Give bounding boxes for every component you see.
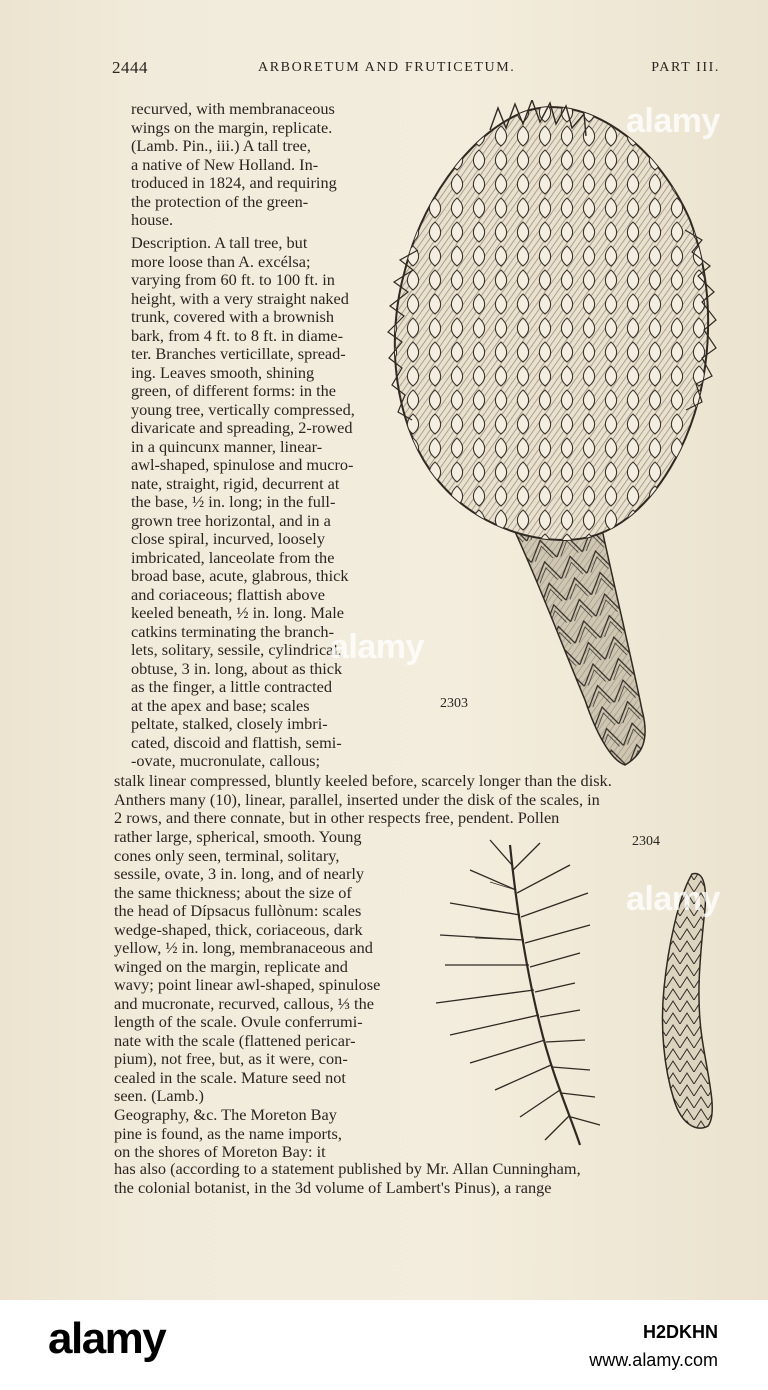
figure-label-2304: 2304 [632,834,660,849]
text-line: divaricate and spreading, 2-rowed [131,418,353,437]
text-line: nate with the scale (flattened pericar- [114,1030,356,1050]
footer-brand-logo: alamy [48,1314,166,1363]
text-line: varying from 60 ft. to 100 ft. in [131,270,335,289]
text-line: nate, straight, rigid, decurrent at [131,473,340,493]
text-line: troduced in 1824, and requiring [131,173,337,192]
watermark: alamy [626,102,720,140]
text-line: trunk, covered with a brownish [131,307,335,326]
text-line: cated, discoid and flattish, semi- [131,732,342,752]
text-line: recurved, with membranaceous [131,99,335,118]
text-line: broad base, acute, glabrous, thick [131,566,349,585]
text-line: wings on the margin, replicate. [131,117,333,137]
text-line: sessile, ovate, 3 in. long, and of nearly [114,864,365,883]
text-line: (Lamb. Pin., iii.) A tall tree, [131,136,311,155]
text-line: as the finger, a little contracted [131,677,332,696]
text-line: the protection of the green- [131,191,309,211]
text-line: awl-shaped, spinulose and mucro- [131,455,354,474]
text-line: rather large, spherical, smooth. Young [114,827,362,846]
text-line: and mucronate, recurved, callous, ⅓ the [114,993,374,1013]
text-line: at the apex and base; scales [131,695,310,715]
text-line: cones only seen, terminal, solitary, [114,845,340,865]
text-line: bark, from 4 ft. to 8 ft. in diame- [131,325,344,345]
watermark: alamy [626,880,720,918]
text-line: and coriaceous; flattish above [131,584,325,604]
text-line: peltate, stalked, closely imbri- [131,714,328,733]
text-line: length of the scale. Ovule conferrumi- [114,1012,363,1031]
footer-bar [0,1300,768,1390]
text-line: stalk linear compressed, bluntly keeled before, scarcely longer than the disk. [114,771,612,790]
text-line: the base, ½ in. long; in the full- [131,492,336,511]
text-line: imbricated, lanceolate from the [131,547,335,567]
text-line: Anthers many (10), linear, parallel, inserted under the disk of the scales, in [114,789,600,809]
text-line: grown tree horizontal, and in a [131,510,331,530]
text-line: the head of Dípsacus fullònum: scales [114,901,362,920]
figure-label-2303: 2303 [440,696,468,711]
text-line: obtuse, 3 in. long, about as thick [131,658,343,678]
text-line: ing. Leaves smooth, shining [131,362,315,382]
text-line: seen. (Lamb.) [114,1086,204,1105]
text-line: close spiral, incurved, loosely [131,529,325,548]
running-header [112,58,720,80]
page-number: 2444 [112,58,148,77]
text-line: Description. A tall tree, but [131,233,308,252]
text-line: Geography, &c. The Moreton Bay [114,1105,337,1124]
text-line: has also (according to a statement published by Mr. Allan Cunningham, [114,1159,581,1178]
text-line: pium), not free, but, as it were, con- [114,1049,348,1068]
text-line: in a quincunx manner, linear- [131,436,323,456]
part-label: PART III. [651,60,720,75]
running-title: ARBORETUM AND FRUTICETUM. [258,60,516,75]
text-line: more loose than A. excélsa; [131,251,311,271]
cone-illustration [380,100,720,770]
watermark: alamy [330,628,424,666]
image-code: H2DKHN [642,1322,718,1342]
text-line: on the shores of Moreton Bay: it [114,1142,326,1161]
text-line: 2 rows, and there connate, but in other respects free, pendent. Pollen [114,808,560,827]
text-line: young tree, vertically compressed, [131,399,355,419]
text-line: cealed in the scale. Mature seed not [114,1067,346,1087]
text-line: catkins terminating the branch- [131,621,334,641]
text-line: a native of New Holland. In- [131,154,319,174]
site-url[interactable]: www.alamy.com [589,1350,718,1370]
text-line: yellow, ½ in. long, membranaceous and [114,938,373,957]
text-line: -ovate, mucronulate, callous; [131,751,320,770]
text-line: the same thickness; about the size of [114,882,352,902]
text-line: wedge-shaped, thick, coriaceous, dark [114,919,363,939]
text-line: keeled beneath, ½ in. long. Male [131,603,344,622]
text-line: lets, solitary, sessile, cylindrical, [131,640,343,659]
text-line: ter. Branches verticillate, spread- [131,344,346,363]
text-line: wavy; point linear awl-shaped, spinulose [114,975,381,994]
text-line: green, of different forms: in the [131,381,336,400]
text-line: house. [131,210,174,229]
branch-illustration [430,835,610,1150]
text-line: height, with a very straight naked [131,288,349,308]
text-line: winged on the margin, replicate and [114,956,348,976]
text-line: the colonial botanist, in the 3d volume of Lambert's Pinus), a range [114,1178,552,1197]
text-line: pine is found, as the name imports, [114,1123,342,1143]
